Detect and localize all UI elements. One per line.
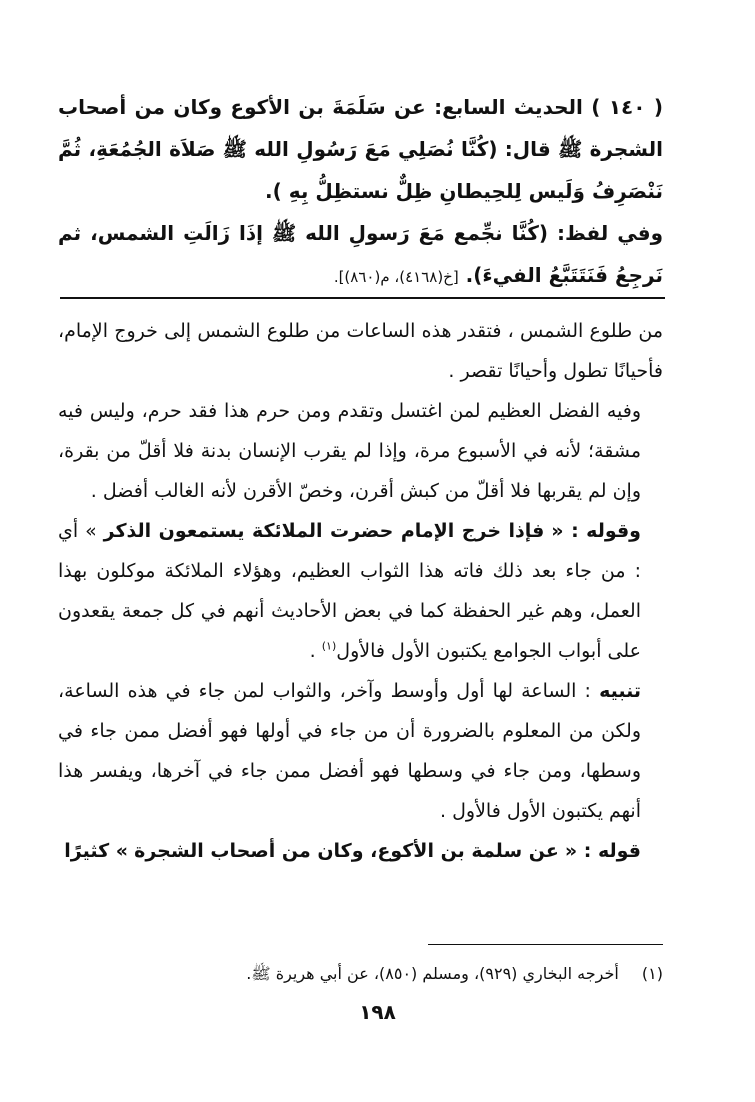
footnote-divider — [428, 944, 663, 945]
hadith-variant-text: وفي لفظ: (كُنَّا نجِّمع مَعَ رَسولِ الله ﷺ إذَا زَالَتِ الشمس، ثم نَرجِعُ فَنَتَتَبَّعُ الفيءَ). — [58, 221, 663, 287]
sentence-end: . — [309, 640, 322, 662]
quoted-phrase: فإذا خرج الإمام حضرت الملائكة يستمعون الذكر — [103, 520, 545, 542]
hadith-block — [58, 86, 663, 298]
footnote-number: (١) — [641, 964, 663, 983]
section-divider — [60, 297, 665, 299]
commentary-paragraph-2: وفيه الفضل العظيم لمن اغتسل وتقدم ومن حرم هذا فقد حرم، وليس فيه مشقة؛ لأنه في الأسبوع مرة، وإذا لم يقرب الإنسان بدنة فلا أقلّ من بقرة، وإن لم يقربها فلا أقلّ من كبش أقرن، وخصّ الأقرن لأنه الغالب أفضل . — [58, 400, 641, 502]
commentary-paragraph-3 — [58, 511, 663, 671]
explanation-text: » أي : من جاء بعد ذلك فاته هذا الثواب العظيم، وهؤلاء الملائكة موكلون بهذا العمل، وهم غير الحفظة كما في بعض الأحاديث أنهم في كل جمعة يقعدون على أبواب الجوامع يكتبون الأول فالأول — [58, 520, 641, 662]
quoted-phrase-2: عن سلمة بن الأكوع، وكان من أصحاب الشجرة — [134, 840, 559, 862]
commentary-block — [58, 311, 663, 871]
hadith-reference: [خ(٤١٦٨)، م(٨٦٠)]. — [333, 268, 459, 286]
notice-text: : الساعة لها أول وأوسط وآخر، والثواب لمن جاء في هذه الساعة، ولكن من المعلوم بالضرورة أن من جاء في أولها فهو أفضل ممن جاء في وسطها، ومن جاء في وسطها فهو أفضل ممن جاء في آخرها، ويفسر هذا أنهم يكتبون الأول فالأول . — [58, 680, 641, 822]
page-number: ١٩٨ — [359, 1000, 396, 1024]
footnote-text: أخرجه البخاري (٩٢٩)، ومسلم (٨٥٠)، عن أبي هريرة ﷺ. — [246, 964, 619, 983]
hadith-variant — [58, 212, 663, 298]
hadith-text — [58, 86, 663, 212]
quote-open: وقوله : « — [551, 520, 641, 542]
continuation-text: » كثيرًا — [64, 840, 129, 862]
footnote — [58, 962, 663, 986]
hadith-main: ( ١٤٠ ) الحديث السابع: عن سَلَمَةَ بن الأكوع وكان من أصحاب الشجرة ﷺ قال: (كُنَّا نُصَلِي مَعَ رَسُولِ الله ﷺ صَلاَة الجُمُعَةِ، ثُمَّ نَنْصَرِفُ وَلَيس لِلحِيطانِ ظِلٌّ نستظِلُّ بِهِ ). — [58, 95, 663, 203]
quote-open-2: قوله : « — [564, 840, 641, 862]
commentary-paragraph-5 — [58, 831, 663, 871]
commentary-paragraph-1: من طلوع الشمس ، فتقدر هذه الساعات من طلوع الشمس إلى خروج الإمام، فأحيانًا تطول وأحيانًا تقصر . — [58, 320, 663, 382]
footnote-marker: (١) — [321, 639, 337, 653]
commentary-paragraph-4 — [58, 671, 663, 831]
notice-label: تنبيه — [599, 680, 642, 702]
